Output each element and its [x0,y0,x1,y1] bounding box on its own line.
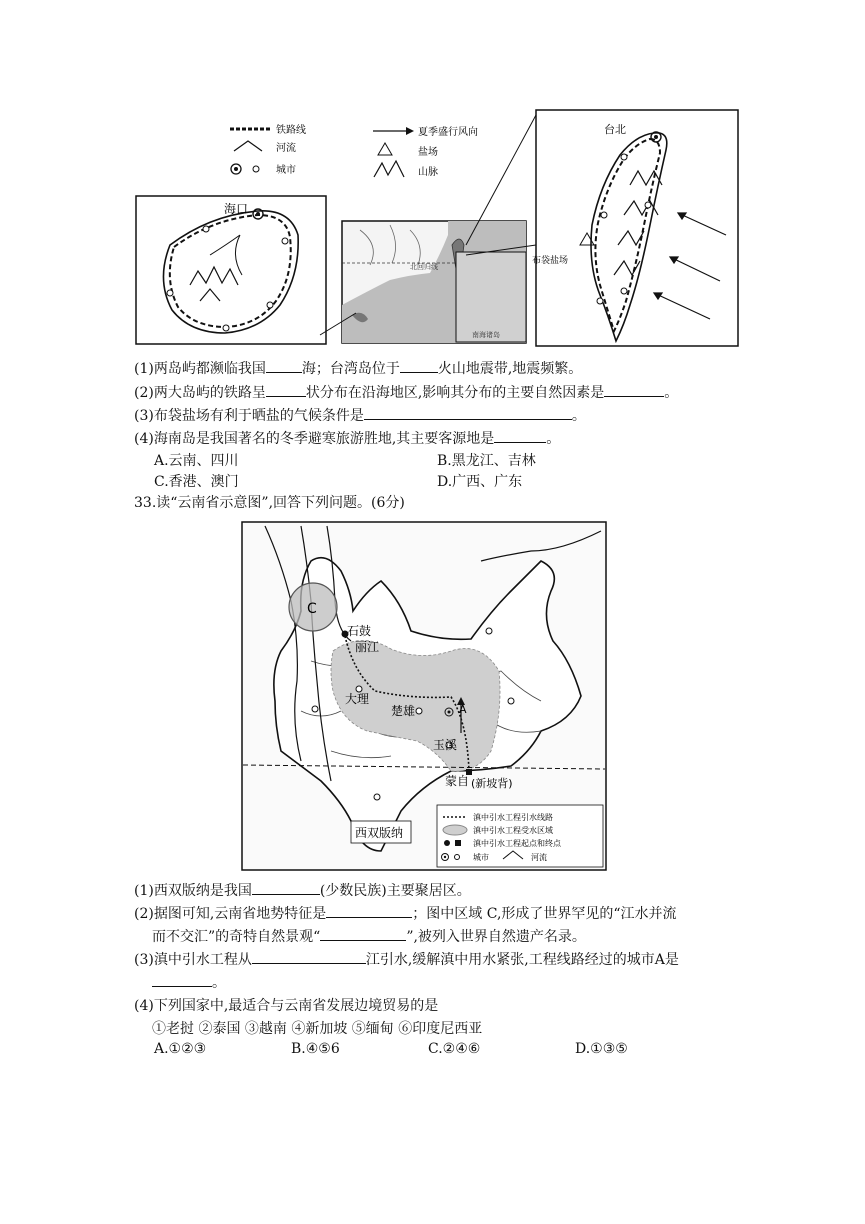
label-xinbei: (新坡背) [471,777,513,790]
legend-saltfield: 盐场 [418,147,438,158]
label-xishuangbanna: 西双版纳 [355,826,404,840]
label-mengzi: 蒙自 [445,774,470,788]
label-a: A [459,703,467,716]
saltfield-icon [378,143,392,155]
label-dali: 大理 [345,692,370,706]
q32-option-d[interactable]: D.广西、广东 [437,474,523,490]
islands-map-figure [130,105,740,350]
answer-blank-factor[interactable] [604,382,664,397]
q33-line4: (4)下列国家中,最适合与云南省发展边境贸易的是 [134,998,439,1014]
yunnan-map-figure [241,521,607,871]
label-haikou: 海口 [224,202,249,216]
answer-blank-belt[interactable] [400,358,438,373]
answer-blank-shape[interactable] [266,382,306,397]
map-legend [230,123,478,178]
label-chuxiong: 楚雄 [391,704,416,718]
q33-option-a[interactable]: A.①②③ [154,1041,207,1057]
q33-line2b: 而不交汇”的奇特自然景观“ ”,被列入世界自然遗产名录。 [152,926,586,947]
inset-map [342,221,526,343]
hainan-map [136,196,326,344]
legend-city2: 城市 [473,853,489,862]
q33-option-d[interactable]: D.①③⑤ [575,1041,628,1057]
taiwan-map [532,110,738,346]
answer-blank-river[interactable] [252,949,366,964]
answer-blank-sea[interactable] [266,358,302,373]
q32-line4: (4)海南岛是我国著名的冬季避寒旅游胜地,其主要客源地是 。 [134,428,560,449]
legend-area: 滇中引水工程受水区域 [473,826,553,835]
label-c: C [307,601,317,617]
wind-arrow-icon [406,127,414,135]
answer-blank-climate[interactable] [364,405,572,420]
river-icon [234,141,262,151]
q32-line3: (3)布袋盐场有利于晒盐的气候条件是 。 [134,405,586,426]
legend-mountain: 山脉 [418,167,438,178]
label-nanhai: 南海诸岛 [472,331,500,339]
q33-option-c[interactable]: C.②④⑥ [428,1041,481,1057]
label-taipei: 台北 [604,123,626,136]
legend-railway: 铁路线 [276,125,306,136]
q32-line1: (1)两岛屿都濒临我国 海；台湾岛位于 火山地震带,地震频繁。 [134,358,582,379]
q33-option-b[interactable]: B.④⑤6 [291,1041,340,1057]
answer-blank-terrain[interactable] [326,903,412,918]
q33-country-list: ①老挝 ②泰国 ③越南 ④新加坡 ⑤缅甸 ⑥印度尼西亚 [152,1021,483,1037]
q33-line3: (3)滇中引水工程从 江引水,缓解滇中用水紧张,工程线路经过的城市A是 [134,949,679,970]
label-shigu: 石鼓 [347,624,372,638]
q32-option-c[interactable]: C.香港、澳门 [154,474,239,490]
legend-points: 滇中引水工程起点和终点 [473,839,561,848]
label-yuxi: 玉溪 [433,738,458,752]
q33-line1: (1)西双版纳是我国 (少数民族)主要聚居区。 [134,880,471,901]
q33-line2: (2)据图可知,云南省地势特征是 ；图中区域 C,形成了世界罕见的“江水并流 [134,903,677,924]
answer-blank-source[interactable] [494,428,546,443]
label-lijiang: 丽江 [355,640,380,654]
answer-blank-city-a[interactable] [152,972,212,987]
q32-line2: (2)两大岛屿的铁路呈 状分布在沿海地区,影响其分布的主要自然因素是 。 [134,382,678,403]
q32-option-b[interactable]: B.黑龙江、吉林 [437,453,536,469]
mountain-icon [374,161,404,177]
q33-line3b: 。 [152,972,226,993]
legend-city: 城市 [276,165,296,176]
label-tropic: 北回归线 [410,263,438,271]
q33-title: 33.读“云南省示意图”,回答下列问题。(6分) [134,495,405,511]
label-budai: 布袋盐场 [532,256,569,266]
legend-river2: 河流 [531,853,547,862]
legend-wind: 夏季盛行风向 [418,127,478,138]
legend-river: 河流 [276,143,296,154]
answer-blank-landscape[interactable] [320,926,406,941]
legend-route: 滇中引水工程引水线路 [473,813,553,822]
answer-blank-ethnic[interactable] [252,880,320,895]
q32-option-a[interactable]: A.云南、四川 [154,453,239,469]
